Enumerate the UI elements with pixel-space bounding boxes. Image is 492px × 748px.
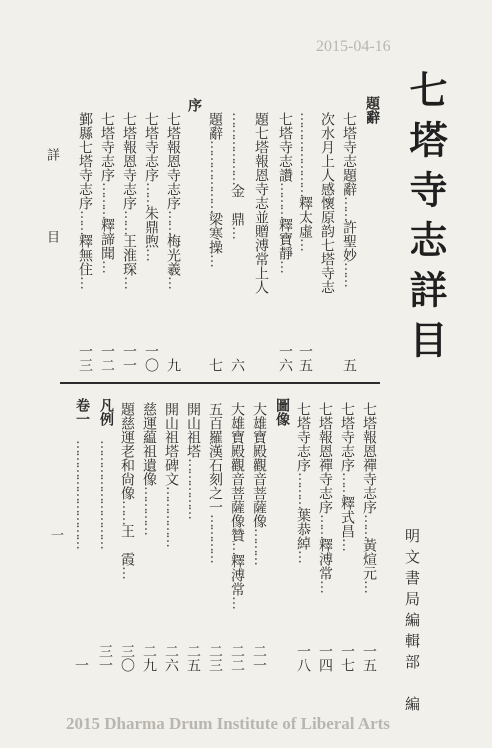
- toc-title: 七塔報恩禪寺志序: [317, 402, 333, 514]
- toc-title: 開山祖塔碑文: [163, 402, 179, 486]
- toc-title: 鄞縣七塔寺志序: [77, 112, 93, 210]
- toc-entry[interactable]: …………………釋太虛… 一五: [297, 112, 313, 372]
- page-number: 一: [48, 528, 63, 541]
- toc-page: 三〇: [119, 644, 135, 672]
- toc-author: 許聖妙: [341, 220, 357, 262]
- toc-title: 七塔寺志序: [339, 402, 355, 472]
- toc-title: 七塔寺志序: [295, 402, 311, 472]
- toc-page: 一一: [121, 344, 137, 372]
- toc-entry[interactable]: ……………………… 一: [73, 440, 89, 672]
- toc-title: 七塔寺志序: [143, 112, 159, 182]
- toc-author: 王淮琛: [121, 234, 137, 276]
- toc-entry[interactable]: 七塔寺志序………釋諦聞… 一二: [99, 112, 115, 372]
- toc-title: 七塔報恩寺志序: [121, 112, 137, 210]
- toc-page: 一二: [99, 344, 115, 372]
- toc-title: 題七塔報恩寺志並贈溥常上人: [253, 112, 269, 294]
- toc-entry[interactable]: 七塔報恩寺志序……梅光羲… 九: [165, 112, 181, 372]
- toc-page: 二三: [207, 644, 223, 672]
- toc-title: 大雄寶殿觀音菩薩像: [251, 402, 267, 528]
- toc-entry[interactable]: 大雄寶殿觀音菩薩像贊…釋溥常… 二二: [229, 402, 245, 672]
- toc-page: 六: [229, 358, 245, 372]
- toc-entry[interactable]: 七塔報恩禪寺志序……釋溥常… 一四: [317, 402, 333, 672]
- toc-entry[interactable]: 七塔報恩禪寺志序……黃煊元… 一五: [361, 402, 377, 672]
- toc-entry[interactable]: ……………………… 三一: [97, 440, 113, 672]
- toc-title: 題慈運老和尙像: [119, 402, 135, 500]
- toc-page: 二六: [163, 644, 179, 672]
- toc-page: 七: [207, 358, 223, 372]
- toc-page: 一七: [339, 644, 355, 672]
- toc-title: 開山祖塔: [185, 402, 201, 458]
- toc-author: 釋無住: [77, 234, 93, 276]
- toc-entry[interactable]: 慈運藴祖遺像………… 二九: [141, 402, 157, 672]
- toc-entry[interactable]: 七塔報恩寺志序……王淮琛… 一一: [121, 112, 137, 372]
- watermark: 2015 Dharma Drum Institute of Liberal Arts: [66, 714, 390, 733]
- toc-author: 釋溥常: [229, 554, 245, 596]
- toc-title: 題辭: [207, 112, 223, 140]
- toc-title: 五百羅漢石刻之一: [207, 402, 223, 514]
- toc-title: 七塔寺志題辭: [341, 112, 357, 196]
- toc-page: 一六: [277, 344, 293, 372]
- toc-author: 葉恭綽: [295, 508, 311, 550]
- toc-entry[interactable]: 七塔寺志題辭……許聖妙…… 五: [341, 112, 357, 372]
- toc-entry[interactable]: ………………金 鼎… 六: [229, 112, 245, 372]
- toc-title: 次水月上人感懷原韵七塔寺志: [319, 112, 335, 294]
- toc-entry[interactable]: 題辭………………梁寒操… 七: [207, 112, 223, 372]
- toc-page: 一五: [297, 344, 313, 372]
- toc-author: 朱鼎煦: [143, 206, 159, 248]
- toc-author: 釋太虛: [297, 196, 313, 238]
- toc-entry[interactable]: 開山祖塔…………… 二五: [185, 402, 201, 672]
- toc-page: 一八: [295, 644, 311, 672]
- heading-juanyi: 卷一: [74, 398, 90, 426]
- toc-entry[interactable]: 大雄寶殿觀音菩薩像……… 二一: [251, 402, 267, 672]
- toc-page: 二二: [229, 644, 245, 672]
- heading-fanli: 凡例: [98, 398, 114, 426]
- heading-tici: 題辭: [364, 96, 380, 124]
- toc-author: 梅光羲: [165, 234, 181, 276]
- toc-page: 一〇: [143, 344, 159, 372]
- toc-author: 黃煊元: [361, 538, 377, 580]
- toc-entry[interactable]: [318, 112, 336, 294]
- toc-page: 二五: [185, 644, 201, 672]
- toc-author: 釋溥常: [317, 538, 333, 580]
- toc-entry[interactable]: 題慈運老和尙像……王 霞… 三〇: [119, 402, 135, 672]
- toc-page: 二一: [251, 644, 267, 672]
- toc-author: 梁寒操: [207, 212, 223, 254]
- toc-entry[interactable]: 七塔寺志序……釋式昌… 一七: [339, 402, 355, 672]
- toc-author: 釋寶靜: [277, 218, 293, 260]
- toc-page: 三一: [97, 644, 113, 672]
- toc-entry[interactable]: 鄞縣七塔寺志序……釋無住… 一三: [77, 112, 93, 372]
- toc-entry[interactable]: 七塔寺志讚………釋寶靜… 一六: [277, 112, 293, 372]
- section-divider: [60, 382, 380, 384]
- toc-entry[interactable]: 七塔寺志序……朱鼎煦… 一〇: [143, 112, 159, 372]
- toc-author: 金 鼎: [229, 184, 245, 226]
- toc-page: 一四: [317, 644, 333, 672]
- toc-title: 大雄寶殿觀音菩薩像贊: [229, 402, 245, 542]
- toc-page: 九: [165, 358, 181, 372]
- toc-entry[interactable]: 開山祖塔碑文…………… 二六: [163, 402, 179, 672]
- heading-tuxiang: 圖像: [274, 398, 290, 426]
- toc-title: 七塔報恩禪寺志序: [361, 402, 377, 514]
- toc-page: 一三: [77, 344, 93, 372]
- toc-page: 一五: [361, 644, 377, 672]
- toc-author: 釋式昌: [339, 496, 355, 538]
- toc-title: 七塔報恩寺志序: [165, 112, 181, 210]
- toc-title: 七塔寺志序: [99, 112, 115, 182]
- toc-page: 二九: [141, 644, 157, 672]
- toc-entry[interactable]: 七塔寺志序………葉恭綽… 一八: [295, 402, 311, 672]
- side-note: 詳 目: [44, 148, 59, 271]
- toc-title: 慈運藴祖遺像: [141, 402, 157, 486]
- toc-entry[interactable]: [252, 112, 270, 294]
- toc-author: 王 霞: [119, 524, 135, 566]
- date-stamp: 2015-04-16: [316, 38, 391, 55]
- toc-page: 一: [73, 658, 89, 672]
- toc-entry[interactable]: 五百羅漢石刻之一………… 二三: [207, 402, 223, 672]
- toc-page: 五: [341, 358, 357, 372]
- heading-xu: 序: [186, 98, 202, 112]
- toc-title: 七塔寺志讚: [277, 112, 293, 182]
- publisher: 明文書局編輯部 編: [403, 528, 421, 717]
- book-title: 七塔寺志詳目: [403, 70, 448, 370]
- toc-author: 釋諦聞: [99, 218, 115, 260]
